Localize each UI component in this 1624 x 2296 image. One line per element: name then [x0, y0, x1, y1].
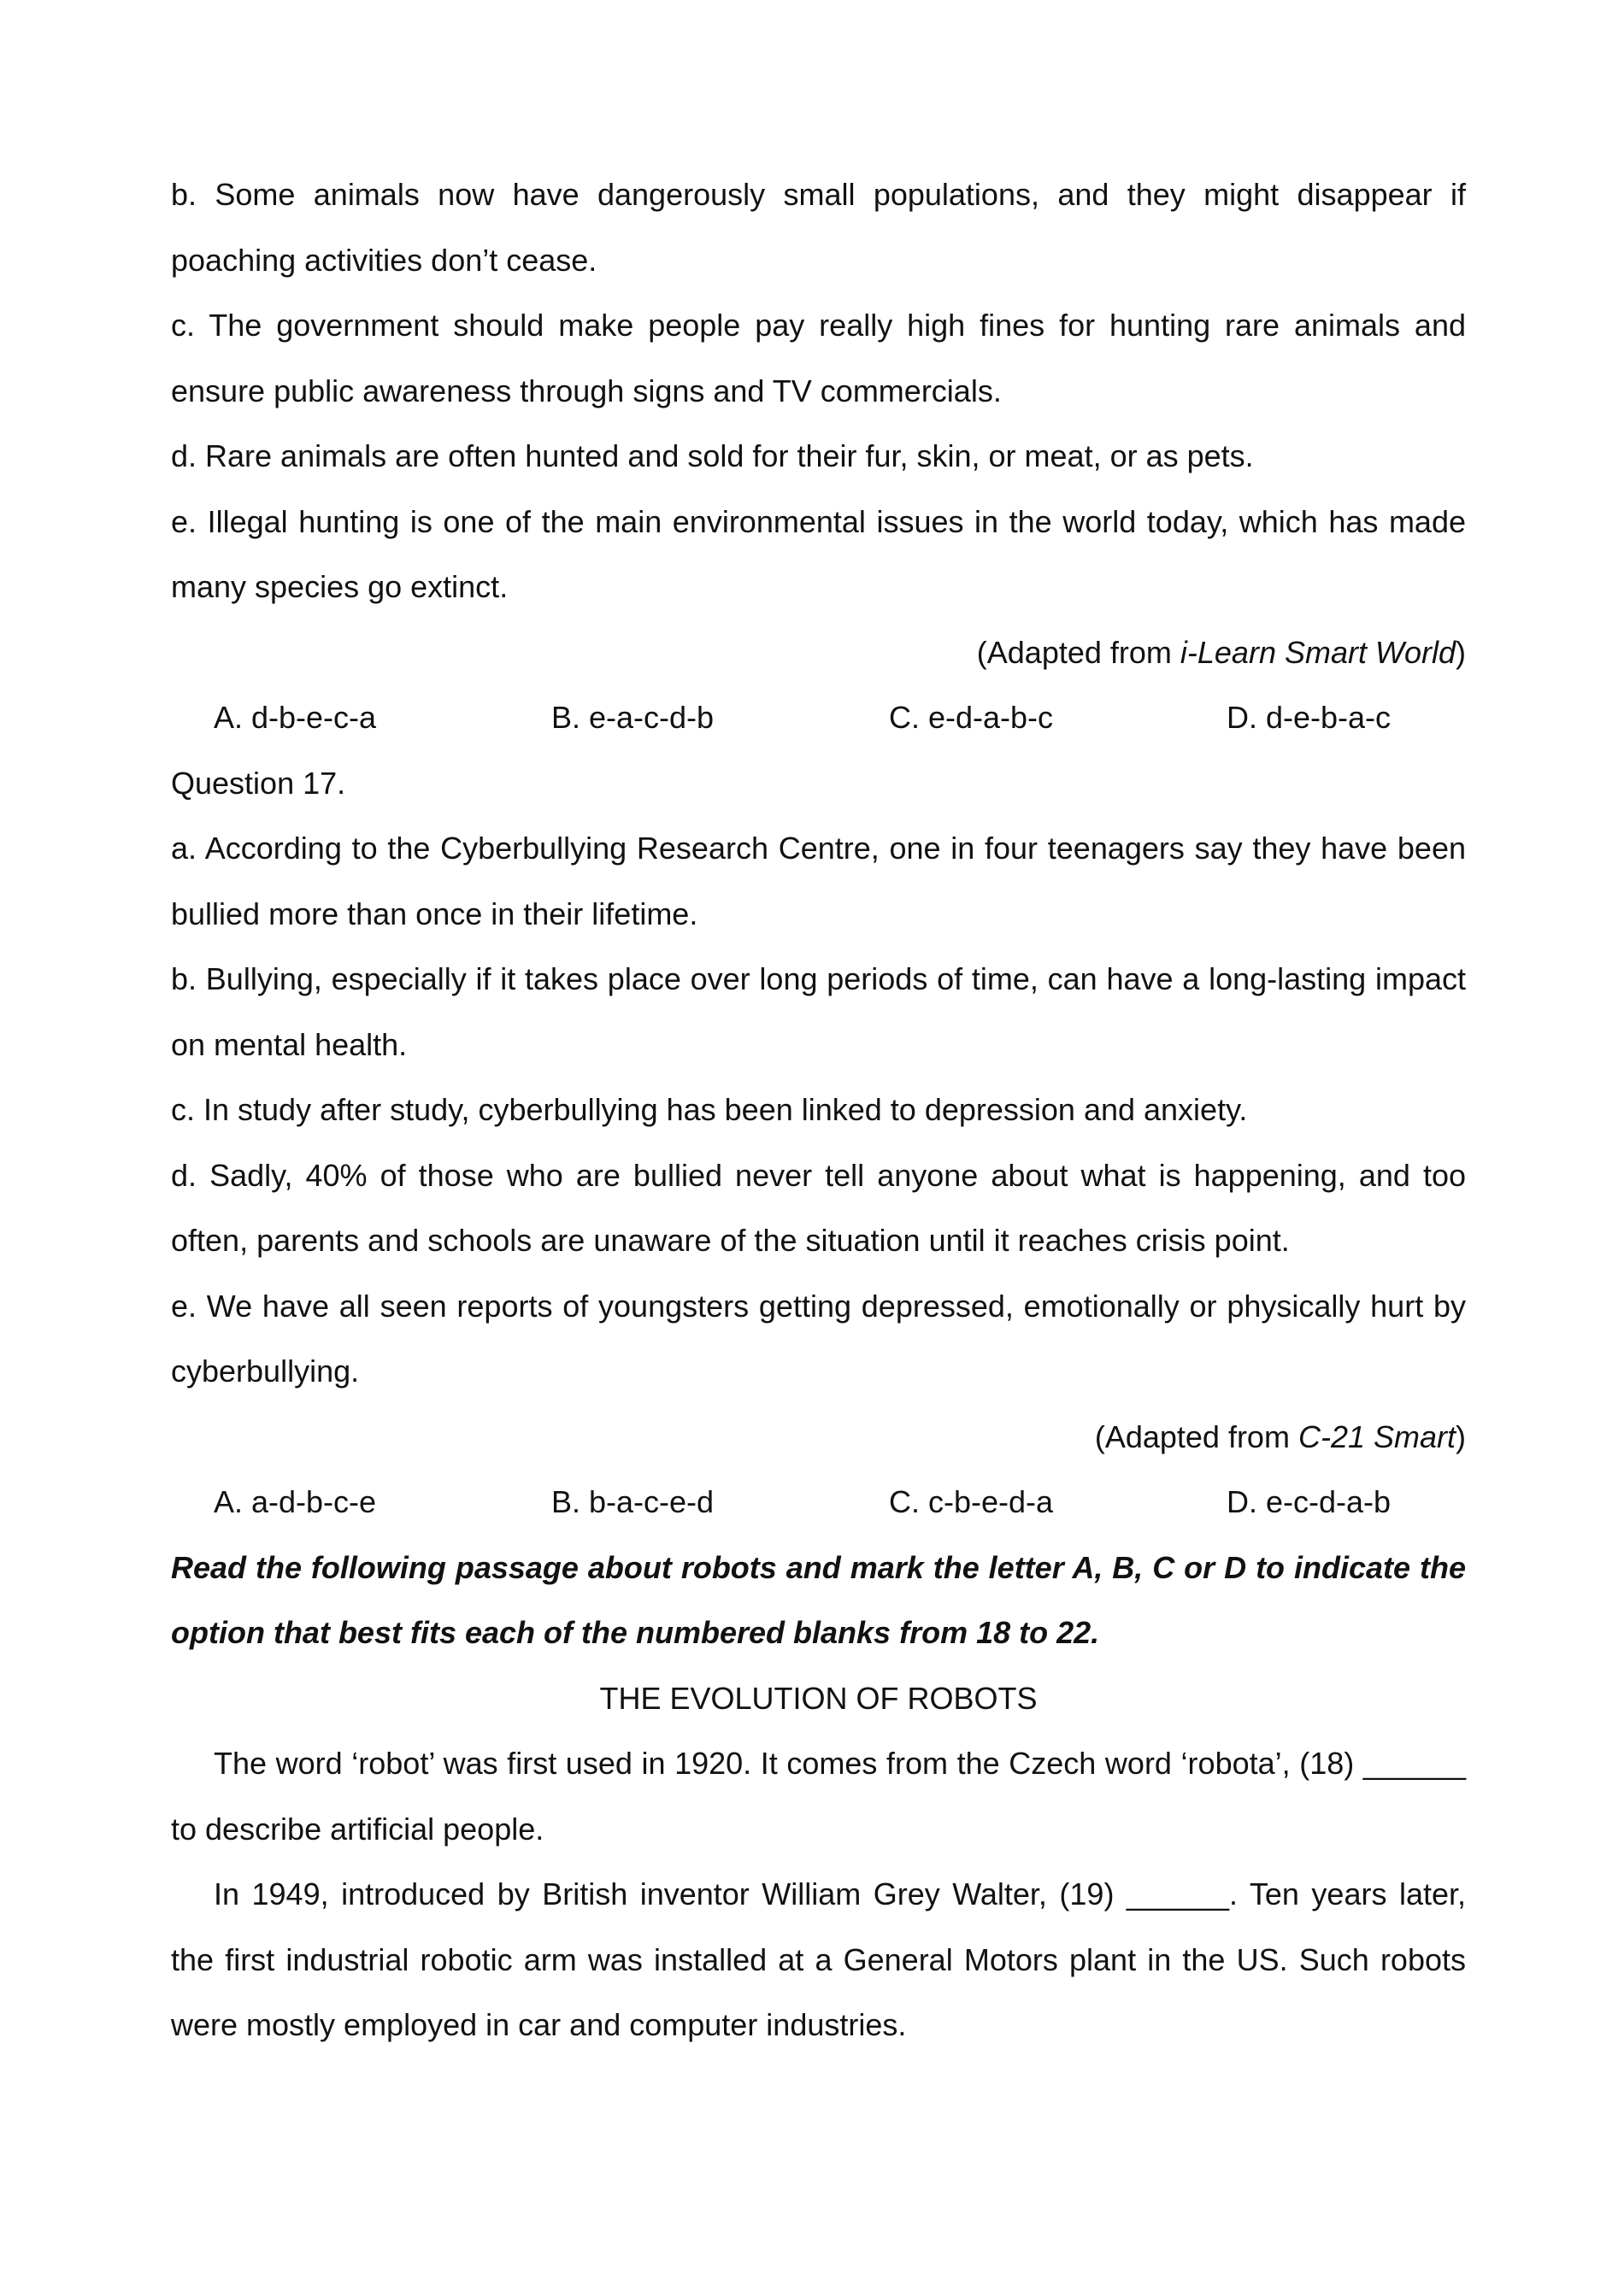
q16-source	[171, 620, 1466, 686]
q16-item-d: d. Rare animals are often hunted and sold for their fur, skin, or meat, or as pets.	[171, 438, 1254, 473]
q16-source-title: i-Learn Smart World	[1180, 634, 1456, 670]
q16-option-b[interactable]: B. e-a-c-d-b	[551, 700, 715, 735]
q16-item-b: b. Some animals now have dangerously small populations, and they might disappear if poaching activities don’t cease.	[171, 177, 1466, 278]
q16-item-c: c. The government should make people pay really high fines for hunting rare animals and ensure public awareness through signs and TV commercials.	[171, 308, 1466, 408]
q17-item-a: a. According to the Cyberbullying Research Centre, one in four teenagers say they have been bullied more than once in their lifetime.	[171, 831, 1466, 931]
q17-option-c[interactable]: C. c-b-e-d-a	[889, 1484, 1054, 1519]
q17-item-b: b. Bullying, especially if it takes place over long periods of time, can have a long-lasting impact on mental health.	[171, 961, 1466, 1062]
passage-paragraph-1: The word ‘robot’ was first used in 1920. It comes from the Czech word ‘robota’, (18) ______ to describe artificial people.	[171, 1746, 1466, 1847]
passage-instruction: Read the following passage about robots and mark the letter A, B, C or D to indicate the option that best fits each of the numbered blanks from 18 to 22.	[171, 1549, 1466, 1650]
q16-options	[171, 685, 1466, 751]
q16-source-prefix: (Adapted from	[976, 634, 1180, 670]
passage-paragraph-2: In 1949, introduced by British inventor William Grey Walter, (19) ______. Ten years later, the first industrial robotic arm was installed at a General Motors plant in the US. Such robots were mostly employed in car and computer industries.	[171, 1876, 1466, 2042]
q17-item-e: e. We have all seen reports of youngsters getting depressed, emotionally or physically hurt by cyberbullying.	[171, 1288, 1466, 1389]
q17-item-c: c. In study after study, cyberbullying has been linked to depression and anxiety.	[171, 1092, 1248, 1127]
q17-label: Question 17.	[171, 765, 346, 801]
q16-option-a[interactable]: A. d-b-e-c-a	[214, 700, 377, 735]
q16-item-e: e. Illegal hunting is one of the main environmental issues in the world today, which has made many species go extinct.	[171, 503, 1466, 604]
q17-item-d: d. Sadly, 40% of those who are bullied never tell anyone about what is happening, and too often, parents and schools are unaware of the situation until it reaches crisis point.	[171, 1157, 1466, 1258]
q17-option-a[interactable]: A. a-d-b-c-e	[214, 1484, 377, 1519]
q16-source-suffix: )	[1456, 634, 1466, 670]
q17-option-b[interactable]: B. b-a-c-e-d	[551, 1484, 715, 1519]
passage-title: THE EVOLUTION OF ROBOTS	[599, 1680, 1038, 1716]
q17-options	[171, 1470, 1466, 1536]
q16-option-c[interactable]: C. e-d-a-b-c	[889, 700, 1054, 735]
q17-option-d[interactable]: D. e-c-d-a-b	[1227, 1484, 1392, 1519]
q17-source	[171, 1405, 1466, 1471]
q17-source-prefix: (Adapted from	[1094, 1418, 1298, 1454]
document-page	[171, 162, 1466, 2058]
q17-source-title: C-21 Smart	[1297, 1418, 1456, 1454]
q16-option-d[interactable]: D. d-e-b-a-c	[1227, 700, 1392, 735]
q17-source-suffix: )	[1456, 1418, 1466, 1454]
